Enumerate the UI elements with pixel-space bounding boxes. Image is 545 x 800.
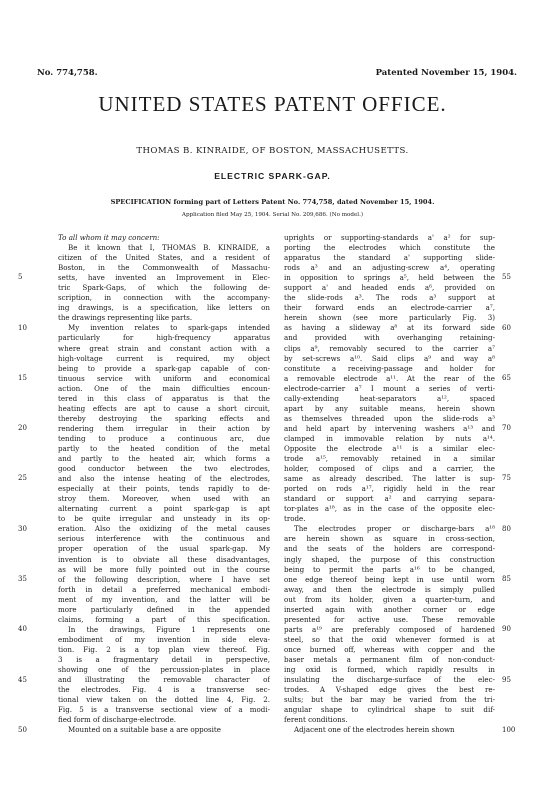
text-line: are herein shown as square in cross-section, xyxy=(284,534,495,544)
text-line: showing one of the percussion-plates in place xyxy=(58,665,270,675)
text-line: herein shown (see more particularly Fig. 3) xyxy=(284,313,495,323)
text-line: To all whom it may concern: xyxy=(58,233,160,242)
text-line: scription, in connection with the accompany- xyxy=(58,293,270,303)
line-number: 60 xyxy=(502,323,511,332)
line-number: 45 xyxy=(18,675,27,684)
line-number: 90 xyxy=(502,625,511,634)
text-line: where great strain and constant action with a xyxy=(58,343,270,353)
line-number: 70 xyxy=(502,424,511,433)
text-line: trodes. A V-shaped edge gives the best re- xyxy=(284,685,495,695)
text-line: tinuous service with uniform and economical xyxy=(58,373,270,383)
text-line: their forward ends an electrode-carrier a⁷, xyxy=(284,303,495,313)
text-line: tion. Fig. 2 is a top plan view thereof. Fig. xyxy=(58,644,270,654)
right-text-column xyxy=(284,233,495,735)
text-line: a removable electrode a¹¹. At the rear of the xyxy=(284,373,495,383)
text-line: Opposite the electrode a¹¹ is a similar elec- xyxy=(284,443,495,453)
text-line: sults; but the bar may be varied from the tri- xyxy=(284,695,495,705)
line-number: 20 xyxy=(18,424,27,433)
text-line: tor-plates a¹⁸, as in the case of the opposite elec- xyxy=(284,504,495,514)
text-line: tional view taken on the dotted line 4, Fig. 2. xyxy=(58,695,270,705)
text-line: the electrodes. Fig. 4 is a transverse sec- xyxy=(58,685,270,695)
text-line: Be it known that I, THOMAS B. KINRAIDE, a xyxy=(68,243,270,253)
text-line: ingly shaped, the purpose of this construction xyxy=(284,554,495,564)
text-line: clamped in immovable relation by nuts a¹⁴. xyxy=(284,433,495,443)
line-number: 55 xyxy=(502,273,511,282)
line-number: 100 xyxy=(502,725,516,734)
text-line: and illustrating the removable character of xyxy=(58,675,270,685)
left-text-column xyxy=(58,233,270,735)
text-line: 3 is a fragmentary detail in perspective, xyxy=(58,654,270,664)
text-line: in opposition to springs a⁵, held between the xyxy=(284,273,495,283)
text-line: partly to the heated condition of the metal xyxy=(58,443,270,453)
text-line: and provided with overhanging retaining- xyxy=(284,333,495,343)
text-line: serious interference with the continuous and xyxy=(58,534,270,544)
header-row xyxy=(37,68,517,80)
text-line: Mounted on a suitable base a are opposite xyxy=(68,725,221,735)
text-line: thereby destroying the sparking effects and xyxy=(58,413,270,423)
text-line: tered in this class of apparatus is that the xyxy=(58,393,270,403)
text-line: the slide-rods a³. The rods a³ support at xyxy=(284,293,495,303)
text-line: to be quite irregular and unsteady in its op- xyxy=(58,514,270,524)
text-line: tending to produce a continuous arc, due xyxy=(58,433,270,443)
patent-date: Patented November 15, 1904. xyxy=(375,68,517,78)
line-number: 85 xyxy=(502,575,511,584)
text-line: and partly to the heated air, which forms a xyxy=(58,454,270,464)
text-line: baser metals a permanent film of non-conduct- xyxy=(284,654,495,664)
line-number: 65 xyxy=(502,373,511,382)
text-line: The electrodes proper or discharge-bars a¹⁸ xyxy=(294,524,495,534)
text-line: My invention relates to spark-gaps intended xyxy=(68,323,270,333)
line-number: 25 xyxy=(18,474,27,483)
text-line: cally-extending heat-separators a¹², spaced xyxy=(284,393,495,403)
text-line: as themselves threaded upon the slide-rods a³ xyxy=(284,413,495,423)
text-line: ing oxid is formed, which rapidly results in xyxy=(284,665,495,675)
text-line: Boston, in the Commonwealth of Massachu- xyxy=(58,263,270,273)
text-line: once burned off, whereas with copper and the xyxy=(284,644,495,654)
text-line: good conductor between the two electrodes, xyxy=(58,464,270,474)
text-line: inserted again with another corner or edge xyxy=(284,604,495,614)
text-line: angular shape to cylindrical shape to suit dif- xyxy=(284,705,495,715)
text-line: proper operation of the usual spark-gap. My xyxy=(58,544,270,554)
line-number: 15 xyxy=(18,373,27,382)
line-number: 10 xyxy=(18,323,27,332)
text-line: alternating current a point spark-gap is apt xyxy=(58,504,270,514)
text-line: clips a⁹, removably secured to the carrier a⁷ xyxy=(284,343,495,353)
line-number: 50 xyxy=(18,725,27,734)
text-line: setts, have invented an Improvement in Elec- xyxy=(58,273,270,283)
line-number: 95 xyxy=(502,675,511,684)
text-line: uprights or supporting-standards a' a² for sup- xyxy=(284,233,495,242)
line-number: 75 xyxy=(502,474,511,483)
line-number: 5 xyxy=(18,273,23,282)
line-number: 80 xyxy=(502,524,511,533)
inventor-line: THOMAS B. KINRAIDE, OF BOSTON, MASSACHUSETTS. xyxy=(136,146,409,156)
text-line: one edge thereof being kept in use until worn xyxy=(284,574,495,584)
text-line: claims, forming a part of this specification. xyxy=(58,614,270,624)
text-line: out from its holder, given a quarter-turn, and xyxy=(284,594,495,604)
text-line: apart by any suitable means, herein shown xyxy=(284,403,495,413)
text-line: same as already described. The latter is sup- xyxy=(284,474,495,484)
text-line: by set-screws a¹⁰. Said clips a⁹ and way a⁸ xyxy=(284,353,495,363)
text-line: embodiment of my invention in side eleva- xyxy=(58,634,270,644)
text-line: steel, so that the oxid whenever formed is at xyxy=(284,634,495,644)
text-line: trode. xyxy=(284,514,306,524)
text-line: insulating the discharge-surface of the elec- xyxy=(284,675,495,685)
text-line: ment of my invention, and the latter will be xyxy=(58,594,270,604)
text-line: as will be more fully pointed out in the course xyxy=(58,564,270,574)
text-line: as having a slideway a⁸ at its forward side xyxy=(284,323,495,333)
text-line: trode a¹⁵, removably retained in a similar xyxy=(284,454,495,464)
text-line: fied form of discharge-electrode. xyxy=(58,715,177,725)
text-line: constitute a receiving-passage and holder for xyxy=(284,363,495,373)
text-line: porting the electrodes which constitute the xyxy=(284,243,495,253)
text-line: citizen of the United States, and a resident of xyxy=(58,253,270,263)
text-line: particularly for high-frequency apparatus xyxy=(58,333,270,343)
line-number: 30 xyxy=(18,524,27,533)
text-line: Adjacent one of the electrodes herein shown xyxy=(294,725,455,735)
text-line: and also the intense heating of the electrodes, xyxy=(58,474,270,484)
text-line: the drawings representing like parts. xyxy=(58,313,193,323)
text-line: of the following description, where I have set xyxy=(58,574,270,584)
text-line: eration. Also the oxidizing of the metal causes xyxy=(58,524,270,534)
office-heading: UNITED STATES PATENT OFFICE. xyxy=(98,92,447,116)
text-line: Fig. 5 is a transverse sectional view of a modi- xyxy=(58,705,270,715)
text-line: holder, composed of clips and a carrier, the xyxy=(284,464,495,474)
text-line: standard or support a² and carrying separa- xyxy=(284,494,495,504)
text-line: away, and then the electrode is simply pulled xyxy=(284,584,495,594)
text-line: and the seats of the holders are correspond- xyxy=(284,544,495,554)
text-line: ferent conditions. xyxy=(284,715,348,725)
text-line: presented for active use. These removable xyxy=(284,614,495,624)
text-line: ing drawings, is a specification, like letters on xyxy=(58,303,270,313)
text-line: invention is to obviate all these disadvantages, xyxy=(58,554,270,564)
text-line: heating effects are apt to cause a short circuit, xyxy=(58,403,270,413)
text-line: being to permit the parts a¹⁶ to be changed, xyxy=(284,564,495,574)
text-line: parts a¹⁹ are preferably composed of hardened xyxy=(284,624,495,634)
text-line: high-voltage current is required, my object xyxy=(58,353,270,363)
line-number: 40 xyxy=(18,625,27,634)
text-line: being to provide a spark-gap capable of con- xyxy=(58,363,270,373)
text-line: stroy them. Moreover, when used with an xyxy=(58,494,270,504)
text-line: action. One of the main difficulties encoun- xyxy=(58,383,270,393)
text-line: more particularly defined in the appended xyxy=(58,604,270,614)
specification-line: SPECIFICATION forming part of Letters Patent No. 774,758, dated November 15, 1904. xyxy=(110,198,435,206)
line-number: 35 xyxy=(18,575,27,584)
text-line: ported on rods a¹⁷, rigidly held in the rear xyxy=(284,484,495,494)
application-line: Application filed May 25, 1904. Serial No. 209,686. (No model.) xyxy=(181,212,364,218)
text-line: tric Spark-Gaps, of which the following de- xyxy=(58,283,270,293)
text-line: apparatus the standard a' supporting slide- xyxy=(284,253,495,263)
text-line: especially at their points, tends rapidly to de- xyxy=(58,484,270,494)
text-line: forth in detail a preferred mechanical embodi- xyxy=(58,584,270,594)
text-line: electrode-carrier a⁷ I mount a series of verti- xyxy=(284,383,495,393)
text-line: rendering them irregular in their action by xyxy=(58,423,270,433)
patent-number: No. 774,758. xyxy=(37,68,98,78)
text-line: and held apart by intervening washers a¹³ and xyxy=(284,423,495,433)
text-line: In the drawings, Figure 1 represents one xyxy=(68,624,270,634)
text-line: rods a³ and an adjusting-screw a⁴, operating xyxy=(284,263,495,273)
text-line: support a' and headed ends a⁶, provided on xyxy=(284,283,495,293)
patent-title: ELECTRIC SPARK-GAP. xyxy=(214,171,331,181)
